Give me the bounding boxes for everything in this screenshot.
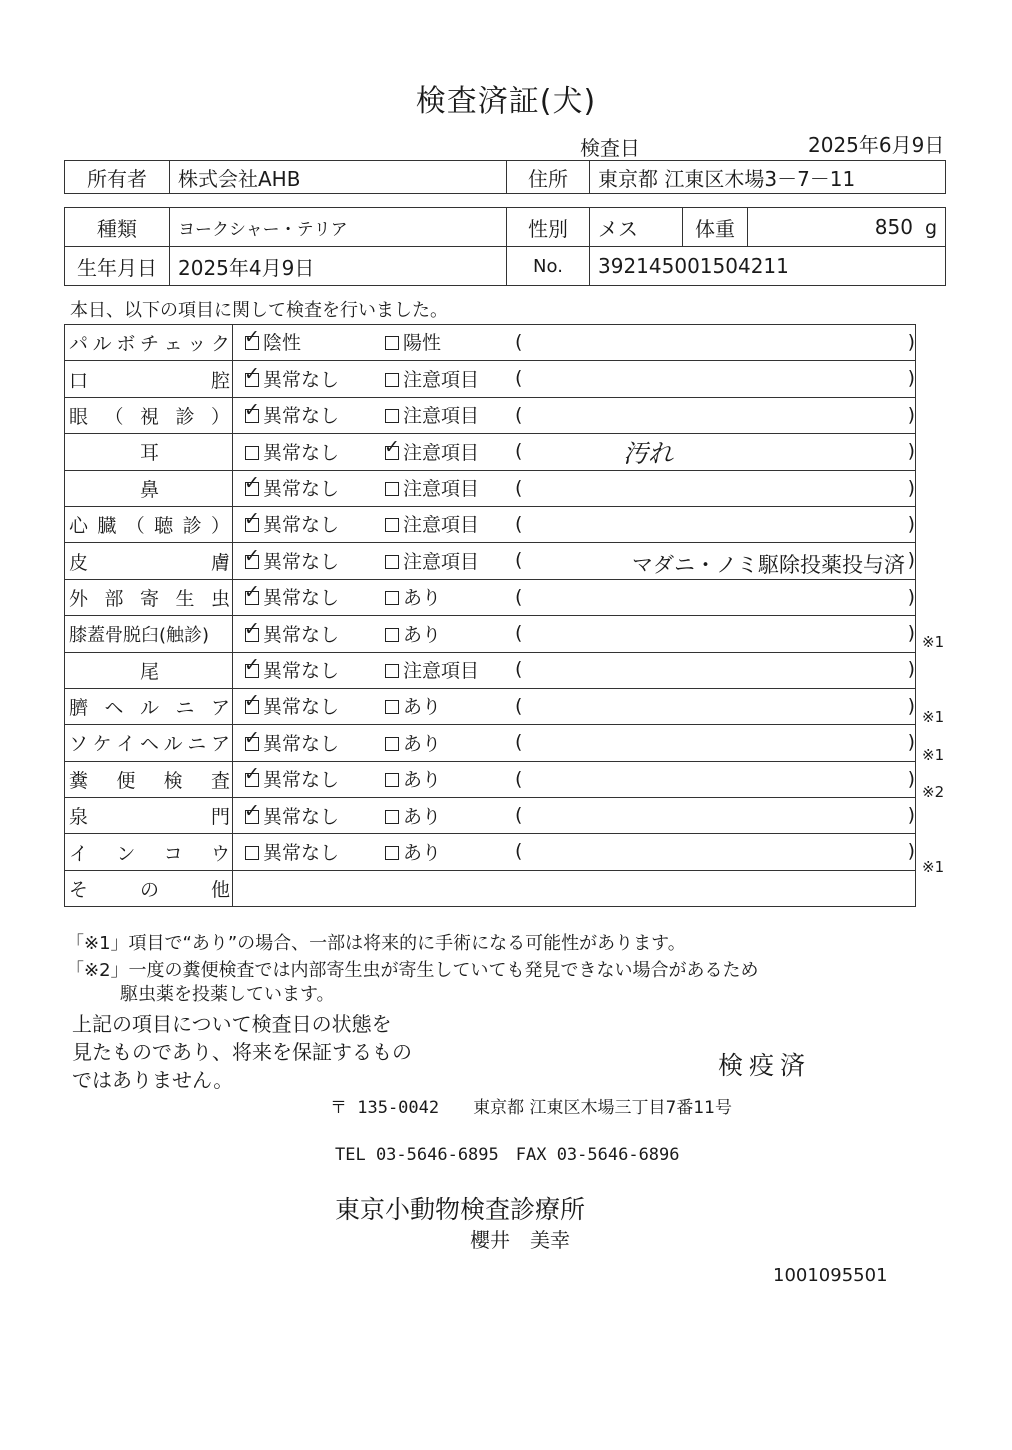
exam-date: 2025年6月9日 [808, 133, 945, 157]
exam-result [233, 761, 916, 797]
checkbox[interactable] [244, 544, 260, 569]
exam-row [65, 616, 916, 652]
checkbox[interactable] [244, 653, 260, 678]
exam-item-char: 臍 [69, 697, 89, 720]
exam-item-char: の [139, 879, 159, 902]
option-label: 異常なし [263, 659, 340, 682]
disclaimer-line: 上記の項目について検査日の状態を [72, 1012, 392, 1036]
remarks-field: ( ) [515, 367, 915, 390]
owner-label: 所有者 [65, 161, 170, 194]
checkbox[interactable] [245, 846, 259, 860]
checkbox[interactable] [385, 700, 399, 714]
exam-item-char: ニ [175, 697, 195, 720]
remarks-field: ( ) [515, 512, 915, 535]
weight-value [748, 208, 946, 247]
exam-item-label [65, 725, 233, 761]
exam-item-label [65, 434, 233, 470]
option-label: 注意項目 [403, 405, 480, 428]
exam-item-char: 診 [182, 515, 202, 538]
option-label: 異常なし [263, 732, 340, 755]
remarks-field: ( ) [515, 804, 915, 827]
exam-item-char: ア [210, 733, 230, 756]
clinic-address [330, 1093, 732, 1118]
sex-label: 性別 [507, 208, 590, 247]
exam-item-char: 臓 [97, 515, 117, 538]
clinic-name: 東京小動物検査診療所 [335, 1195, 586, 1224]
checkbox[interactable] [385, 591, 399, 605]
exam-item-text: 耳 [139, 442, 159, 465]
exam-item-char: （ [104, 405, 124, 428]
other-notes [233, 870, 916, 906]
checkbox[interactable] [244, 362, 260, 387]
exam-item-char: 検 [163, 769, 183, 792]
check-mark-icon: ✓ [244, 544, 260, 567]
checkbox[interactable] [385, 773, 399, 787]
option-label: 注意項目 [403, 441, 480, 464]
footnote-mark: ※1 [922, 745, 945, 764]
remarks-field: ( ) [515, 403, 915, 426]
note-2-line-1: 「※2」一度の糞便検査では内部寄生虫が寄生していても発見できない場合があるため [66, 960, 759, 981]
exam-table [64, 324, 916, 907]
exam-item-char: 診 [175, 405, 195, 428]
breed-value: ヨークシャー・テリア [170, 208, 507, 247]
checkbox[interactable] [385, 846, 399, 860]
remarks-field: ( ) [515, 731, 915, 754]
exam-item-char: ル [92, 333, 112, 356]
option-label: 異常なし [263, 769, 340, 792]
exam-result [233, 834, 916, 870]
exam-item-char: ヘ [139, 733, 159, 756]
checkbox[interactable] [385, 409, 399, 423]
exam-item-label [65, 652, 233, 688]
checkbox[interactable] [244, 581, 260, 605]
exam-item-char: 聴 [154, 515, 174, 538]
exam-item-char: 視 [139, 405, 159, 428]
option-label: 注意項目 [403, 659, 480, 682]
option-label: 異常なし [263, 696, 340, 719]
exam-item-char: ク [210, 333, 230, 356]
exam-result [233, 579, 916, 615]
exam-row [65, 506, 916, 542]
footnote-mark: ※1 [922, 708, 945, 726]
exam-result [233, 543, 916, 579]
exam-item-char: ボ [116, 333, 136, 356]
option-label: 異常なし [263, 405, 340, 428]
remarks-field: ( ) [515, 840, 915, 863]
note-2-line-2: 駆虫薬を投薬しています。 [120, 984, 335, 1005]
veterinarian-name: 櫻井 美幸 [470, 1228, 570, 1252]
checkbox[interactable] [385, 737, 399, 751]
checkbox[interactable] [385, 518, 399, 532]
exam-item-char: ウ [210, 842, 230, 865]
exam-item-char: 他 [210, 879, 230, 902]
checkbox[interactable] [385, 664, 399, 678]
checkbox[interactable] [244, 399, 260, 423]
exam-item-char: ） [210, 405, 230, 428]
quarantine-stamp: 検疫済 [718, 1051, 812, 1080]
exam-result [233, 688, 916, 724]
exam-result [233, 397, 916, 433]
breed-label: 種類 [65, 208, 170, 247]
exam-item-char: ン [116, 842, 136, 865]
option-label: 陽性 [403, 332, 442, 355]
option-label: 陰性 [263, 332, 302, 355]
owner-address: 東京都 江東区木場3－7－11 [590, 161, 946, 194]
option-label: あり [403, 623, 442, 646]
exam-row [65, 579, 916, 615]
exam-item-char: ニ [187, 733, 207, 756]
option-label: 注意項目 [403, 478, 480, 500]
footnote-mark: ※1 [922, 858, 945, 876]
weight-label: 体重 [683, 208, 748, 247]
exam-result [233, 325, 916, 361]
exam-item-char: 外 [69, 587, 89, 610]
certificate-title: 検査済証(犬) [415, 84, 597, 119]
remarks-field: ( ) [515, 694, 915, 717]
check-mark-icon: ✓ [244, 653, 260, 676]
check-mark-icon: ✓ [244, 581, 260, 604]
owner-name: 株式会社AHB [170, 161, 507, 194]
check-mark-icon: ✓ [244, 508, 260, 531]
disclaimer-line: ではありません。 [72, 1068, 234, 1092]
exam-item-label [65, 397, 233, 433]
exam-item-char: 便 [116, 769, 136, 792]
option-label: 注意項目 [403, 368, 480, 391]
option-label: 異常なし [263, 805, 340, 828]
handwritten-remark: 汚れ [623, 439, 674, 469]
exam-item-char: 口 [69, 369, 89, 392]
checkbox[interactable] [384, 435, 400, 460]
check-mark-icon: ✓ [244, 326, 260, 349]
check-mark-icon: ✓ [244, 726, 260, 749]
exam-item-char: 寄 [139, 587, 159, 610]
option-label: 異常なし [263, 368, 340, 391]
exam-item-char: 泉 [69, 806, 89, 829]
sex-value: メス [590, 208, 683, 247]
check-mark-icon: ✓ [244, 690, 260, 713]
exam-item-char: ソ [69, 733, 89, 756]
document-code: 1001095501 [773, 1265, 888, 1286]
exam-row [65, 361, 916, 397]
option-label: あり [403, 805, 442, 828]
check-mark-icon: ✓ [244, 617, 260, 640]
exam-item-label [65, 616, 233, 652]
checkbox[interactable] [244, 326, 260, 350]
exam-item-char: 糞 [69, 769, 89, 792]
option-label: 異常なし [263, 514, 340, 537]
animal-table [64, 207, 946, 286]
checkbox[interactable] [244, 472, 260, 496]
exam-row [65, 325, 916, 361]
footnote-mark: ※2 [922, 783, 945, 801]
exam-row [65, 688, 916, 724]
exam-date-label: 検査日 [580, 136, 640, 160]
exam-item-char: ） [210, 515, 230, 538]
contact-numbers: TEL 03-5646-6895 FAX 03-5646-6896 [335, 1145, 680, 1165]
checkbox[interactable] [244, 690, 260, 714]
exam-result [233, 725, 916, 761]
exam-item-label [65, 834, 233, 870]
exam-row [65, 834, 916, 870]
exam-row [65, 652, 916, 688]
check-mark-icon: ✓ [244, 799, 260, 822]
exam-item-label [65, 761, 233, 797]
option-label: 異常なし [263, 478, 340, 500]
exam-row-other [65, 870, 916, 906]
exam-item-text: 膝蓋骨脱臼(触診) [69, 624, 210, 646]
exam-result [233, 652, 916, 688]
exam-item-char: ル [139, 697, 159, 720]
remarks-field: ( ) [515, 476, 915, 499]
exam-item-char: 心 [69, 515, 89, 538]
check-mark-icon: ✓ [244, 362, 260, 385]
exam-item-label [65, 325, 233, 361]
birth-value: 2025年4月9日 [170, 247, 507, 286]
option-label: 注意項目 [403, 514, 480, 537]
checkbox[interactable] [385, 482, 399, 496]
exam-item-char: チ [139, 333, 159, 356]
option-label: あり [403, 696, 442, 719]
exam-result [233, 798, 916, 834]
postal-code: 〒 135-0042 [330, 1098, 440, 1118]
checkbox[interactable] [385, 628, 399, 642]
option-label: 異常なし [263, 623, 340, 646]
exam-item-char: パ [69, 333, 89, 356]
remarks-field: ( ) [515, 330, 915, 353]
exam-item-char: イ [116, 733, 136, 756]
exam-item-char: 部 [104, 587, 124, 610]
exam-item-char: 生 [175, 587, 195, 610]
exam-item-char: 皮 [69, 551, 89, 574]
checkbox[interactable] [245, 446, 259, 460]
exam-item-char: イ [69, 842, 89, 865]
remarks-text: マダニ・ノミ駆除投薬投与済 [632, 553, 905, 578]
exam-row [65, 761, 916, 797]
exam-item-label [65, 361, 233, 397]
intro-text: 本日、以下の項目に関して検査を行いました。 [70, 300, 448, 321]
checkbox[interactable] [385, 373, 399, 387]
exam-item-char: 膚 [210, 551, 230, 574]
exam-item-label [65, 870, 233, 906]
street-address: 東京都 江東区木場三丁目7番11号 [473, 1098, 732, 1118]
exam-result [233, 434, 916, 470]
disclaimer-line: 見たものであり、将来を保証するもの [72, 1040, 412, 1064]
exam-item-text: 鼻 [139, 478, 159, 501]
exam-result [233, 506, 916, 542]
exam-item-char: ッ [187, 333, 207, 356]
exam-item-char: そ [69, 879, 89, 902]
exam-row [65, 434, 916, 470]
option-label: 異常なし [263, 550, 340, 573]
exam-item-char: 眼 [69, 405, 89, 428]
remarks-field: ( ) [515, 767, 915, 790]
exam-item-char: 門 [210, 806, 230, 829]
exam-result [233, 361, 916, 397]
exam-row [65, 543, 916, 579]
check-mark-icon: ✓ [384, 435, 400, 458]
exam-row [65, 397, 916, 433]
exam-item-label [65, 543, 233, 579]
exam-item-char: 査 [210, 769, 230, 792]
exam-result [233, 470, 916, 506]
checkbox[interactable] [244, 726, 260, 751]
exam-item-char: 虫 [210, 587, 230, 610]
exam-item-label [65, 470, 233, 506]
exam-result [233, 616, 916, 652]
checkbox[interactable] [244, 799, 260, 824]
check-mark-icon: ✓ [244, 472, 260, 494]
exam-item-char: コ [163, 842, 183, 865]
exam-item-char: 腔 [210, 369, 230, 392]
exam-row [65, 725, 916, 761]
check-mark-icon: ✓ [244, 399, 260, 422]
exam-item-char: ル [163, 733, 183, 756]
exam-row [65, 798, 916, 834]
checkbox[interactable] [385, 555, 399, 569]
exam-item-char: ェ [163, 333, 183, 356]
exam-item-char: （ [125, 515, 145, 538]
option-label: あり [403, 587, 442, 610]
weight-number: 850 [874, 215, 913, 239]
option-label: 異常なし [263, 587, 340, 610]
checkbox[interactable] [244, 508, 260, 532]
number-label: No. [507, 247, 590, 286]
remarks-field: ( ) [515, 622, 915, 645]
check-mark-icon: ✓ [244, 763, 260, 786]
exam-item-text: 尾 [139, 660, 159, 683]
option-label: 注意項目 [403, 550, 480, 573]
number-value: 392145001504211 [590, 247, 946, 286]
option-label: あり [403, 732, 442, 755]
exam-row [65, 470, 916, 506]
birth-label: 生年月日 [65, 247, 170, 286]
remarks-field: ( ) [515, 585, 915, 608]
note-1: 「※1」項目で“あり”の場合、一部は将来的に手術になる可能性があります。 [66, 933, 686, 954]
exam-item-label [65, 688, 233, 724]
exam-item-char: ア [210, 697, 230, 720]
exam-item-label [65, 579, 233, 615]
option-label: あり [403, 769, 442, 792]
option-label: 異常なし [263, 441, 340, 464]
checkbox[interactable] [244, 617, 260, 642]
exam-item-char: ヘ [104, 697, 124, 720]
exam-item-label [65, 798, 233, 834]
exam-item-label [65, 506, 233, 542]
exam-item-char: ケ [92, 733, 112, 756]
owner-table [64, 160, 946, 194]
option-label: あり [403, 841, 442, 864]
option-label: 異常なし [263, 841, 340, 864]
checkbox[interactable] [385, 810, 399, 824]
checkbox[interactable] [244, 763, 260, 787]
weight-unit: g [924, 217, 937, 239]
disclaimer [72, 1010, 412, 1094]
address-label: 住所 [507, 161, 590, 194]
footnote-mark: ※1 [922, 633, 945, 651]
remarks-field: ( ) [515, 658, 915, 681]
remarks-field: ( ) マダニ・ノミ駆除投薬投与済 [515, 549, 915, 578]
checkbox[interactable] [385, 336, 399, 350]
remarks-field: ( ) 汚れ [515, 440, 915, 466]
